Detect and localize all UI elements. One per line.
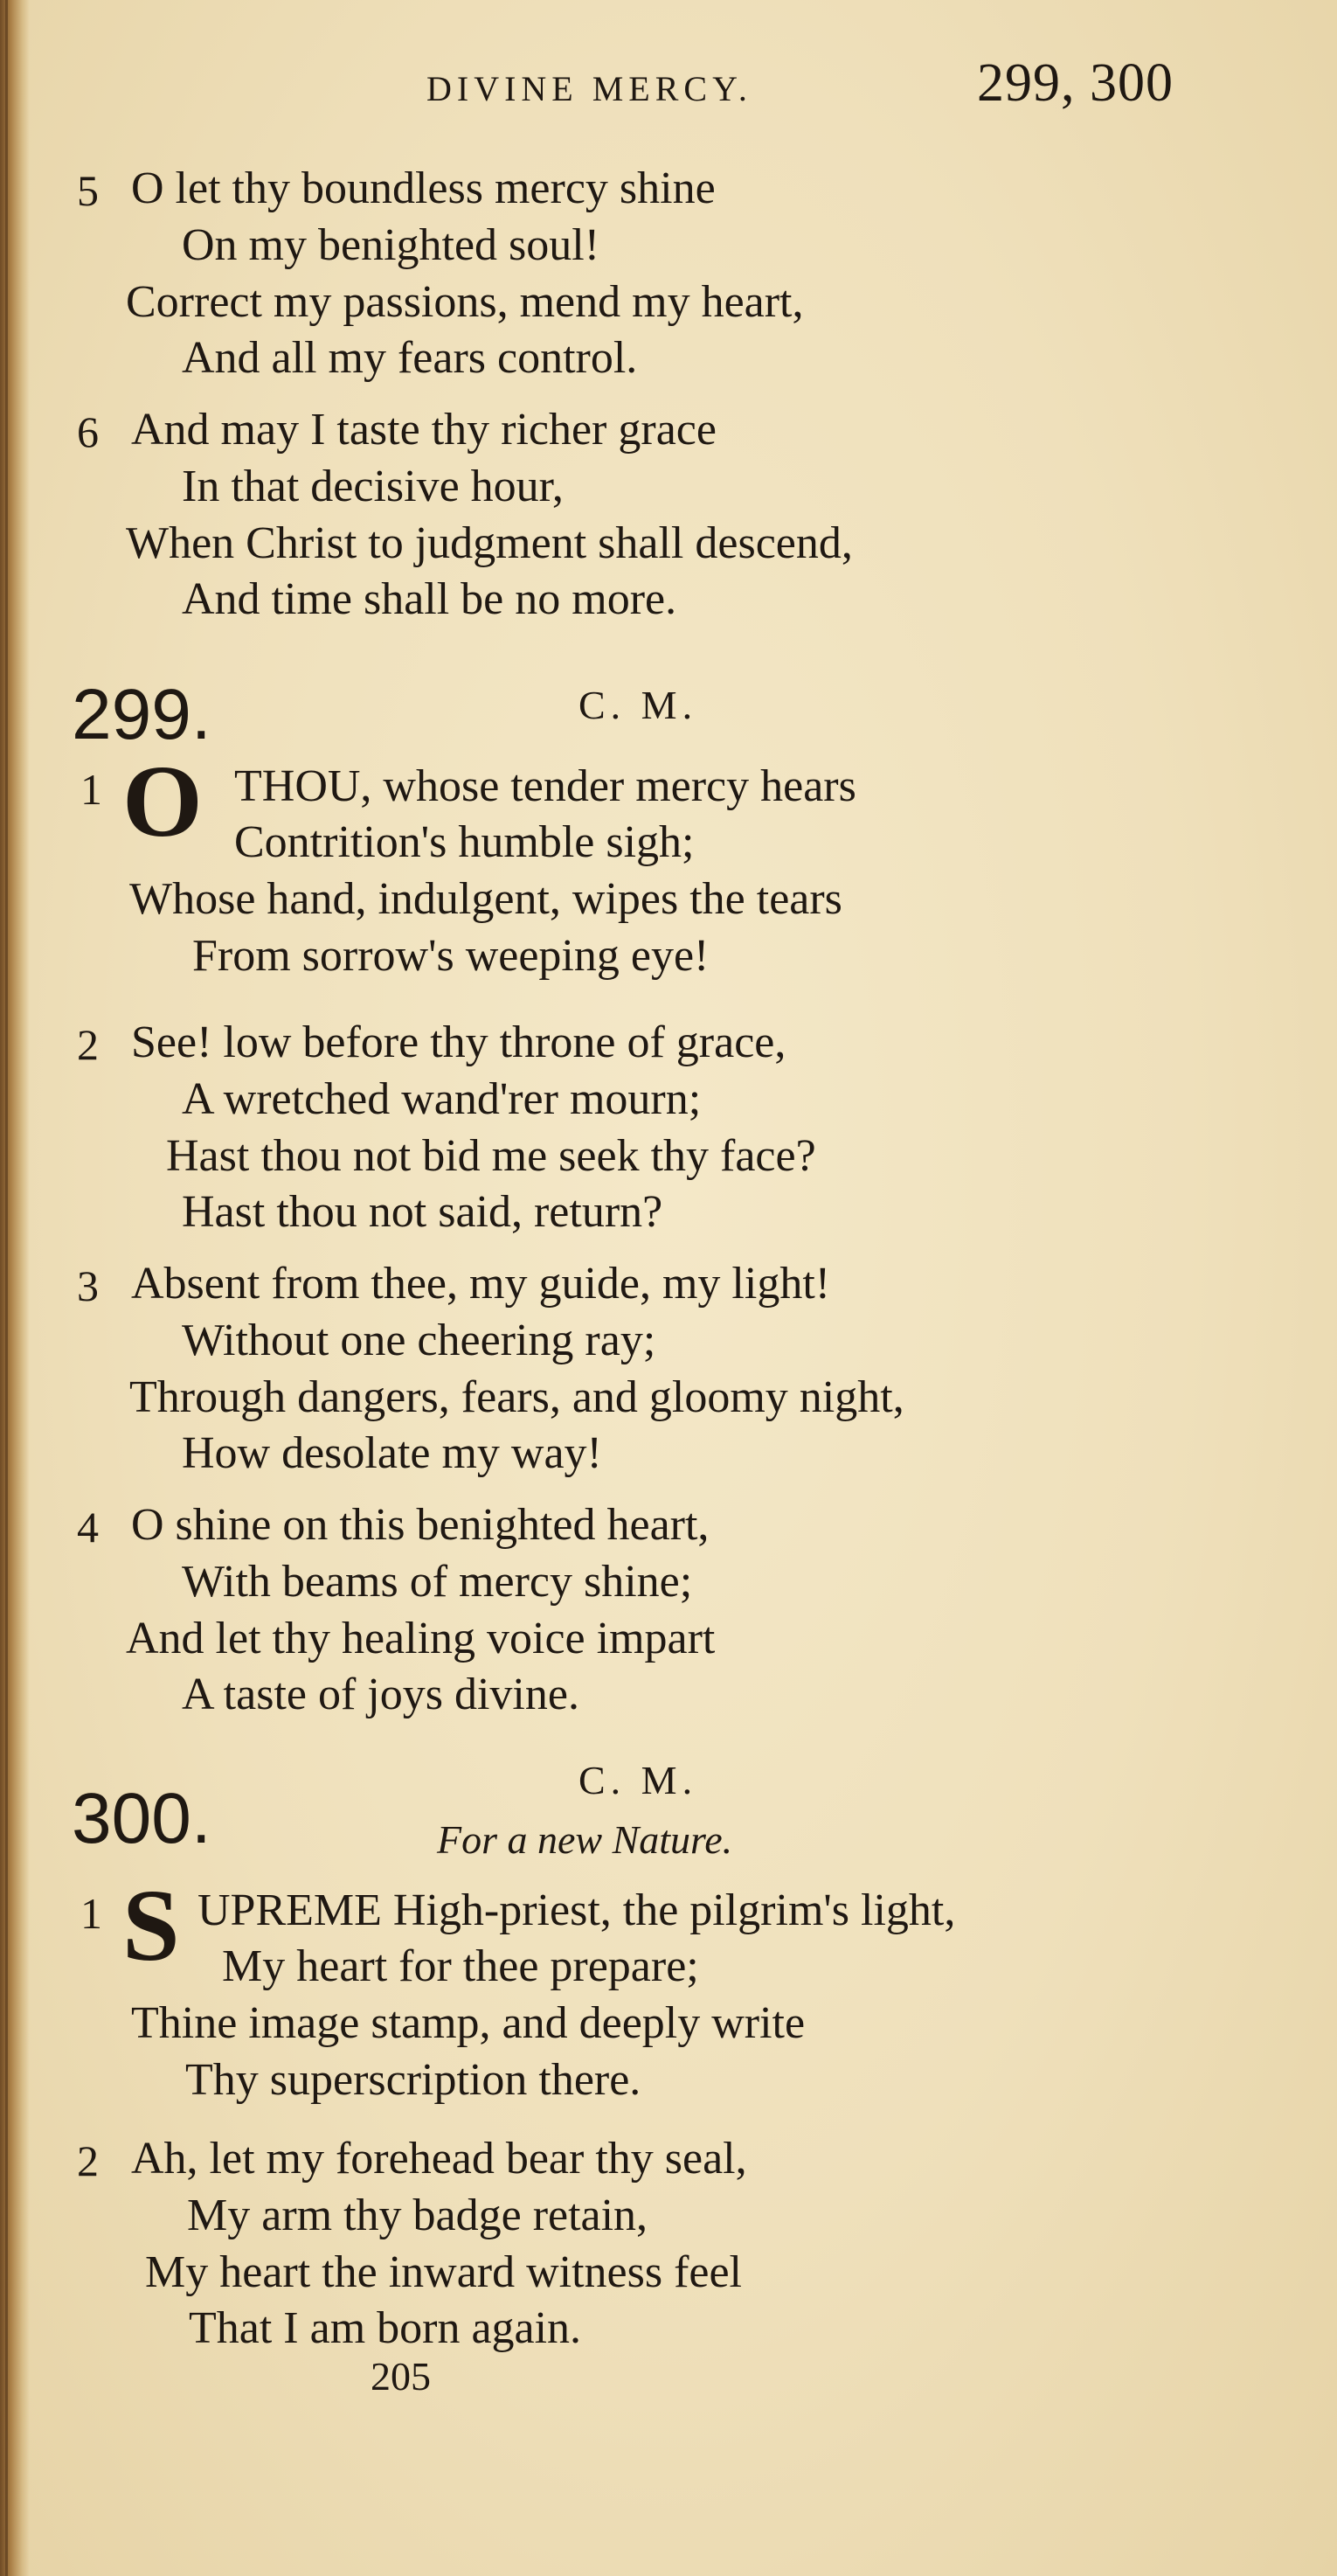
verse-number: 3 <box>77 1261 99 1310</box>
verse-line: UPREME High-priest, the pilgrim's light, <box>197 1885 956 1935</box>
verse-line: From sorrow's weeping eye! <box>192 931 710 981</box>
verse-line: In that decisive hour, <box>182 462 564 511</box>
verse-number: 2 <box>77 1020 99 1069</box>
verse-line: Hast thou not said, return? <box>182 1187 663 1237</box>
verse-line: Through dangers, fears, and gloomy night, <box>129 1372 904 1422</box>
verse-number: 4 <box>77 1503 99 1552</box>
verse-line: That I am born again. <box>189 2303 582 2353</box>
verse-line: And time shall be no more. <box>182 574 677 624</box>
verse-line: See! low before thy throne of grace, <box>131 1017 786 1067</box>
hymn-number-300: 300. <box>72 1779 211 1858</box>
verse-line: A wretched wand'rer mourn; <box>182 1074 702 1124</box>
verse-line: Thine image stamp, and deeply write <box>131 1998 806 2048</box>
verse-line: And may I taste thy richer grace <box>131 405 717 455</box>
verse-line: Correct my passions, mend my heart, <box>126 277 804 327</box>
hymn-number-299: 299. <box>72 675 211 754</box>
verse-line: My arm thy badge retain, <box>187 2191 648 2240</box>
verse-line: THOU, whose tender mercy hears <box>234 761 856 811</box>
verse-line: Without one cheering ray; <box>182 1316 656 1365</box>
verse-line: Whose hand, indulgent, wipes the tears <box>129 874 842 924</box>
verse-line: And let thy healing voice impart <box>126 1614 716 1663</box>
verse-line: My heart for thee prepare; <box>222 1941 699 1991</box>
hymn-meter: C. M. <box>578 683 698 727</box>
verse-line: A taste of joys divine. <box>182 1670 579 1719</box>
verse-number: 5 <box>77 166 99 215</box>
verse-number: 1 <box>80 1889 102 1938</box>
hymn-meter: C. M. <box>578 1758 698 1802</box>
verse-line: Hast thou not bid me seek thy face? <box>166 1131 816 1181</box>
verse-number: 1 <box>80 765 102 814</box>
verse-line: O let thy boundless mercy shine <box>131 163 716 213</box>
verse-line: With beams of mercy shine; <box>182 1557 693 1607</box>
verse-line: Ah, let my forehead bear thy seal, <box>131 2134 747 2184</box>
verse-line: My heart the inward witness feel <box>145 2247 743 2297</box>
verse-line: O shine on this benighted heart, <box>131 1500 710 1550</box>
verse-line: And all my fears control. <box>182 333 638 383</box>
verse-line: Contrition's humble sigh; <box>234 817 695 867</box>
verse-line: Thy superscription there. <box>185 2055 641 2105</box>
verse-line: When Christ to judgment shall descend, <box>126 518 853 568</box>
drop-cap: S <box>122 1868 180 1982</box>
verse-line: How desolate my way! <box>182 1428 602 1478</box>
verse-number: 2 <box>77 2136 99 2185</box>
running-header-hymn-numbers: 299, 300 <box>977 53 1174 113</box>
drop-cap: O <box>122 744 203 858</box>
verse-number: 6 <box>77 407 99 456</box>
verse-line: On my benighted soul! <box>182 220 600 270</box>
page-number: 205 <box>371 2354 431 2399</box>
verse-line: Absent from thee, my guide, my light! <box>131 1259 831 1309</box>
hymn-subtitle: For a new Nature. <box>437 1817 733 1862</box>
running-header-title: DIVINE MERCY. <box>426 69 752 108</box>
